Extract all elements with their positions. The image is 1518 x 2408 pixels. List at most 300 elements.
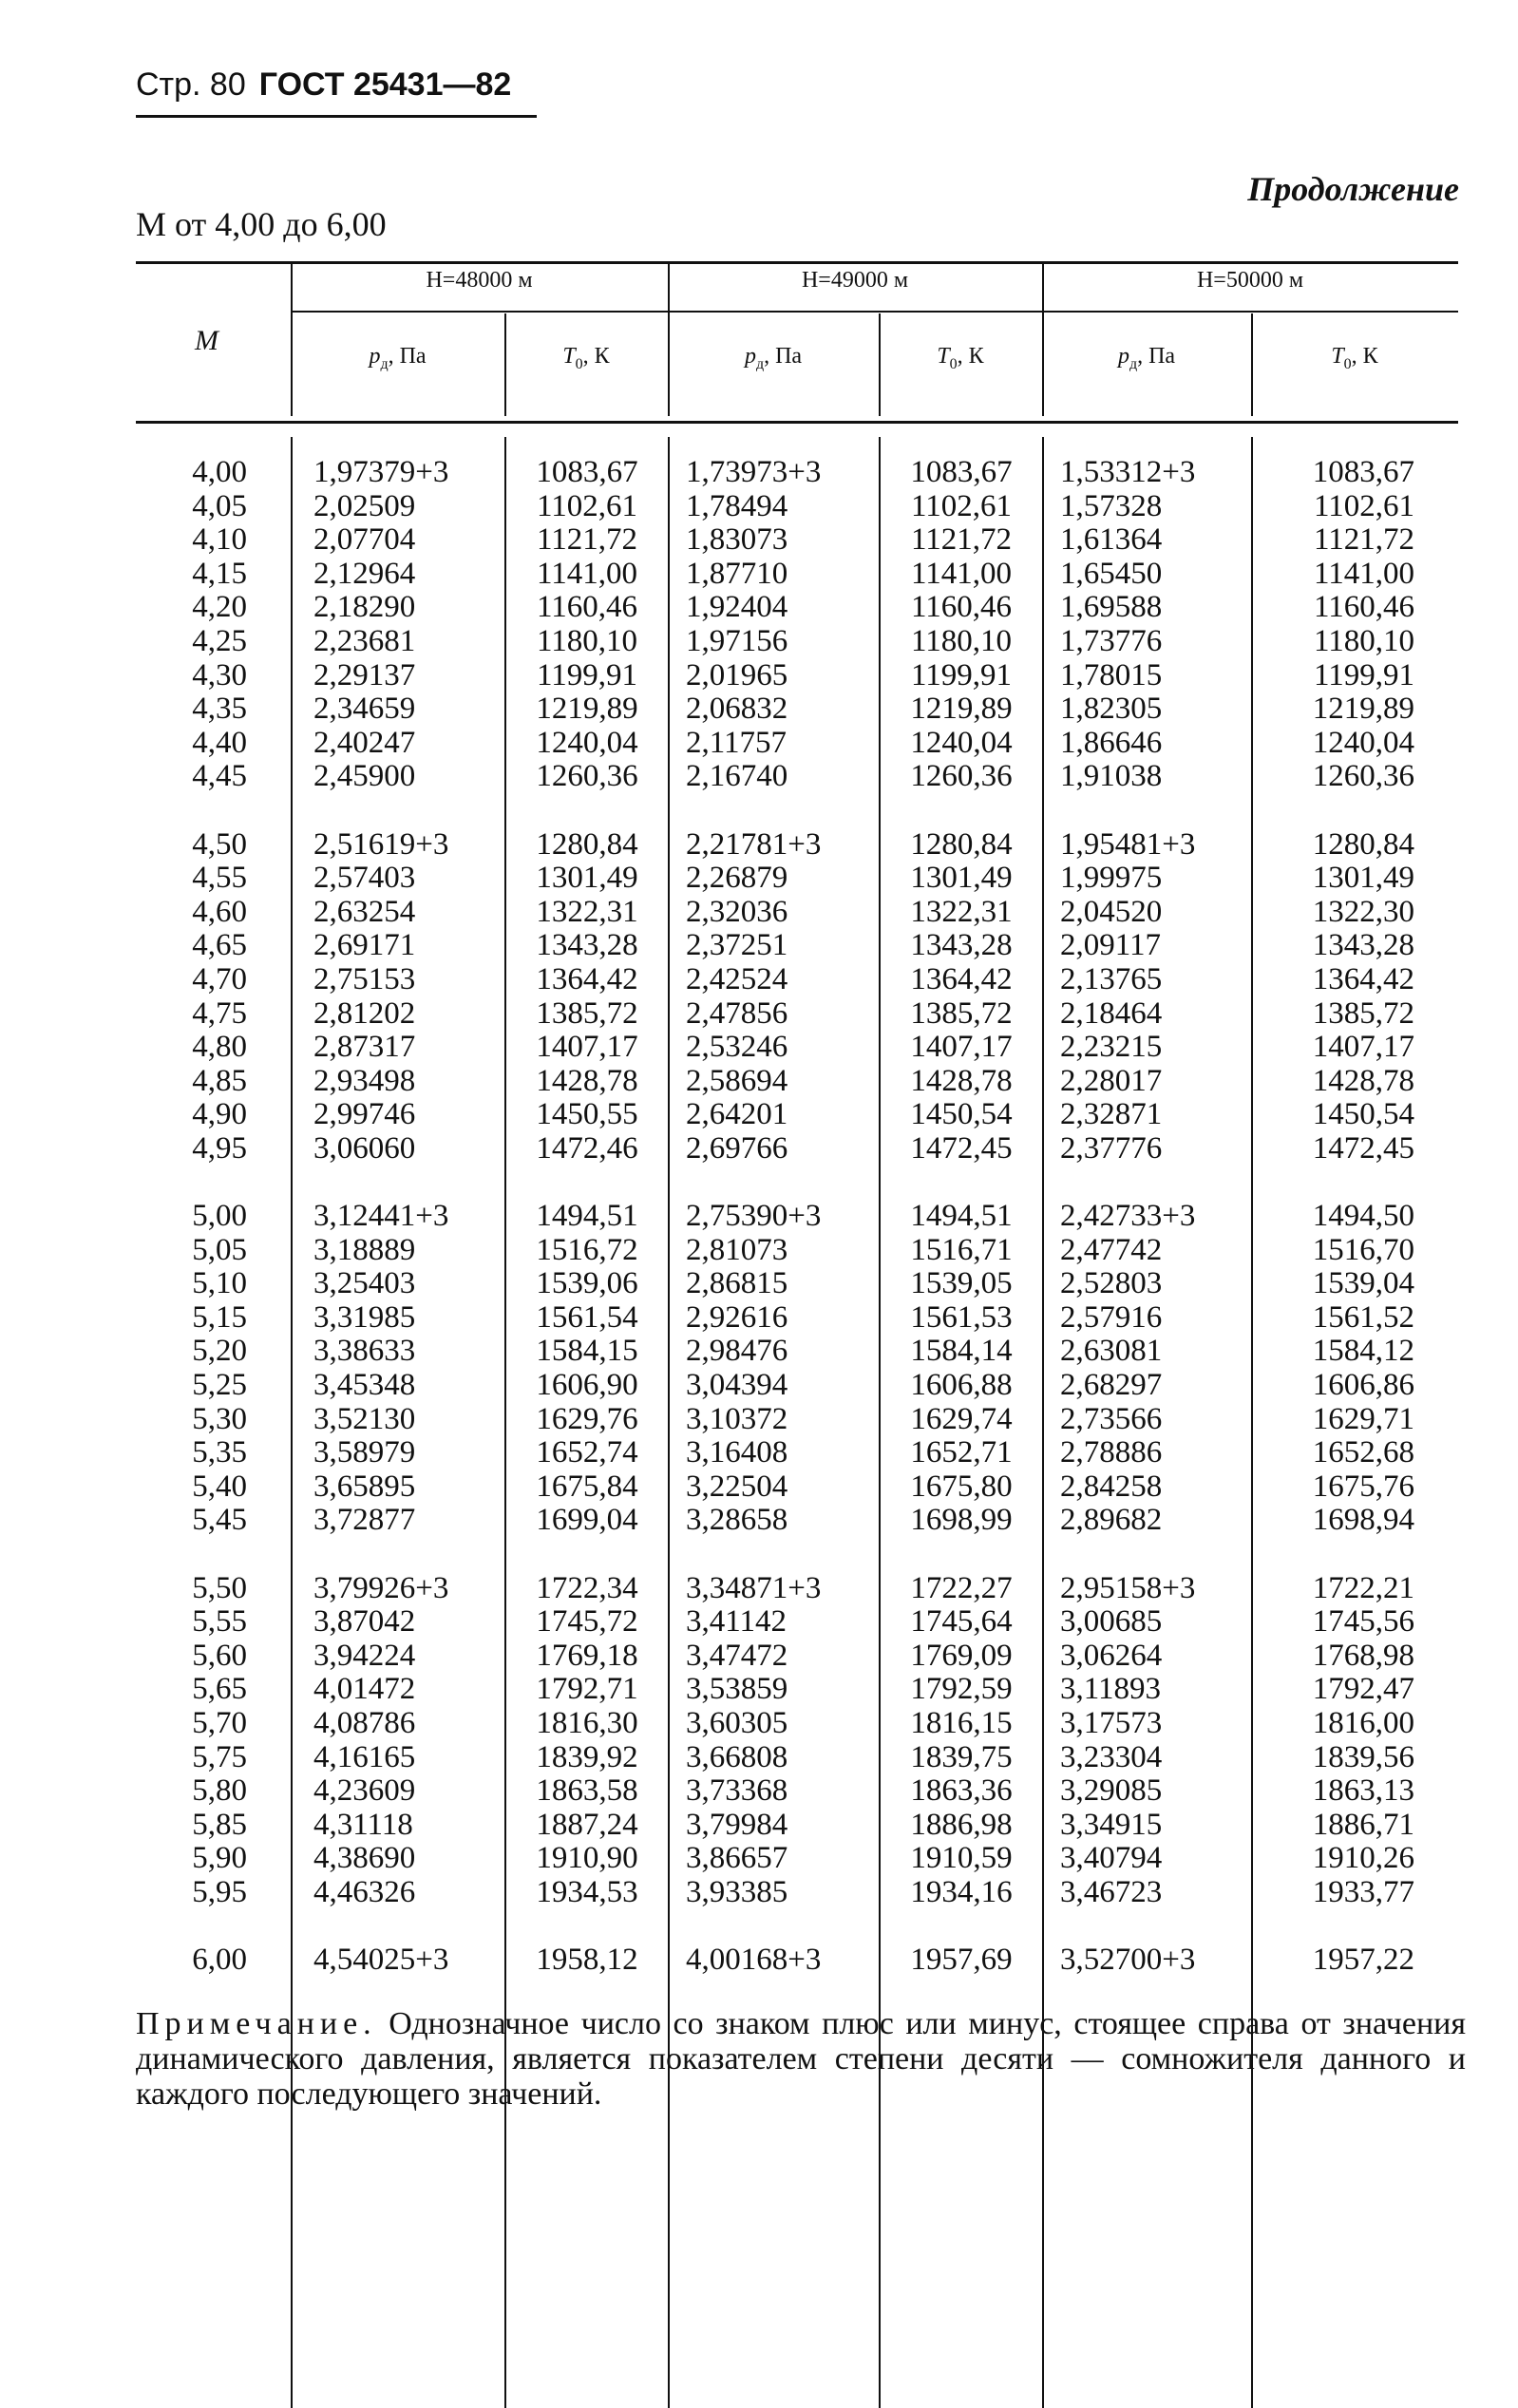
table-cell: 1839,75 <box>910 1739 1013 1774</box>
table-cell: 1792,71 <box>536 1672 638 1707</box>
table-cell: 4,75 <box>192 995 247 1031</box>
table-cell: 1121,72 <box>910 522 1013 558</box>
table-cell: 1910,90 <box>536 1841 638 1876</box>
table-cell: 1,95481+3 <box>1060 826 1196 862</box>
table-cell: 3,22504 <box>686 1469 788 1504</box>
table-cell: 3,12441+3 <box>313 1199 449 1234</box>
table-cell: 1863,58 <box>536 1773 638 1809</box>
table-cell: 2,13765 <box>1060 961 1163 996</box>
table-cell: 3,93385 <box>686 1874 788 1909</box>
table-cell: 2,06832 <box>686 692 788 727</box>
table-cell: 4,05 <box>192 488 247 523</box>
mach-range-label: М от 4,00 до 6,00 <box>136 205 387 243</box>
table-cell: 1584,12 <box>1312 1334 1414 1369</box>
table-cell: 2,95158+3 <box>1060 1570 1196 1605</box>
table-cell: 5,75 <box>192 1739 247 1774</box>
table-cell: 1083,67 <box>910 455 1013 489</box>
table-cell: 1745,56 <box>1312 1604 1414 1640</box>
table-cell: 2,23681 <box>313 623 416 658</box>
table-cell: 1,53312+3 <box>1060 455 1196 489</box>
table-cell: 2,47742 <box>1060 1232 1163 1267</box>
table-cell: 1,83073 <box>686 522 788 558</box>
table-cell: 3,16408 <box>686 1435 788 1470</box>
pressure-header-50000: $p_д$, Па <box>1117 344 1176 372</box>
table-cell: 1584,14 <box>910 1334 1013 1369</box>
table-cell: 2,81073 <box>686 1232 788 1267</box>
table-cell: 1180,10 <box>1313 623 1414 658</box>
table-cell: 4,95 <box>192 1130 247 1166</box>
table-cell: 1934,16 <box>910 1874 1013 1909</box>
table-cell: 1385,72 <box>910 995 1013 1031</box>
table-cell: 2,32036 <box>686 894 788 929</box>
table-cell: 4,10 <box>192 522 247 558</box>
table-cell: 1240,04 <box>1312 725 1414 760</box>
table-cell: 2,26879 <box>686 861 788 896</box>
table-cell: 1219,89 <box>910 692 1013 727</box>
table-cell: 2,52803 <box>1060 1266 1163 1301</box>
table-cell: 3,38633 <box>313 1334 416 1369</box>
vrule-g2-body <box>1042 437 1044 2408</box>
table-cell: 1745,72 <box>536 1604 638 1640</box>
table-cell: 1561,54 <box>536 1299 638 1335</box>
table-cell: 1,86646 <box>1060 725 1163 760</box>
table-cell: 1,78494 <box>686 488 788 523</box>
table-cell: 2,63254 <box>313 894 416 929</box>
table-cell: 3,18889 <box>313 1232 416 1267</box>
table-cell: 3,60305 <box>686 1705 788 1740</box>
table-cell: 1,57328 <box>1060 488 1163 523</box>
table-cell: 1863,36 <box>910 1773 1013 1809</box>
table-cell: 1,73973+3 <box>686 455 822 489</box>
group-header-rule <box>293 311 1458 313</box>
table-cell: 4,54025+3 <box>313 1943 449 1978</box>
table-cell: 1539,04 <box>1312 1266 1414 1301</box>
table-cell: 3,00685 <box>1060 1604 1163 1640</box>
vrule-g1-body <box>668 437 670 2408</box>
table-cell: 4,38690 <box>313 1841 416 1876</box>
table-cell: 5,15 <box>192 1299 247 1335</box>
header-rule <box>136 115 537 118</box>
table-cell: 1141,00 <box>1313 556 1414 591</box>
table-cell: 2,18464 <box>1060 995 1163 1031</box>
table-cell: 2,28017 <box>1060 1063 1163 1098</box>
note-title: Примечание. <box>136 2006 377 2041</box>
table-cell: 4,50 <box>192 826 247 862</box>
table-cell: 1407,17 <box>536 1030 638 1065</box>
table-cell: 3,45348 <box>313 1368 416 1403</box>
table-cell: 2,68297 <box>1060 1368 1163 1403</box>
table-cell: 4,08786 <box>313 1705 416 1740</box>
table-cell: 1,78015 <box>1060 657 1163 692</box>
table-cell: 2,84258 <box>1060 1469 1163 1504</box>
temperature-header-49000: $T_0$, К <box>937 344 984 372</box>
table-cell: 5,70 <box>192 1705 247 1740</box>
table-cell: 2,51619+3 <box>313 826 449 862</box>
table-cell: 2,75390+3 <box>686 1199 822 1234</box>
column-pressure-50000 <box>1060 456 1248 1978</box>
table-cell: 3,46723 <box>1060 1874 1163 1909</box>
header-bottom-rule <box>136 421 1458 424</box>
table-cell: 4,80 <box>192 1030 247 1065</box>
table-cell: 4,46326 <box>313 1874 416 1909</box>
table-cell: 1322,30 <box>1312 894 1414 929</box>
table-cell: 1343,28 <box>910 928 1013 963</box>
table-cell: 2,87317 <box>313 1030 416 1065</box>
table-cell: 1629,76 <box>536 1401 638 1436</box>
table-cell: 1260,36 <box>536 759 638 794</box>
table-cell: 3,11893 <box>1060 1672 1162 1707</box>
table-cell: 1839,56 <box>1312 1739 1414 1774</box>
table-cell: 1792,47 <box>1312 1672 1414 1707</box>
table-cell: 2,37251 <box>686 928 788 963</box>
table-cell: 4,25 <box>192 623 247 658</box>
table-cell: 1102,61 <box>910 488 1013 523</box>
table-cell: 2,53246 <box>686 1030 788 1065</box>
table-cell: 1450,54 <box>910 1097 1013 1132</box>
table-cell: 1722,34 <box>536 1570 638 1605</box>
table-cell: 1792,59 <box>910 1672 1013 1707</box>
table-cell: 3,41142 <box>686 1604 787 1640</box>
table-cell: 1160,46 <box>1313 590 1414 625</box>
table-cell: 1863,13 <box>1312 1773 1414 1809</box>
table-cell: 1102,61 <box>1313 488 1414 523</box>
table-cell: 1910,26 <box>1312 1841 1414 1876</box>
table-cell: 5,85 <box>192 1807 247 1842</box>
table-cell: 2,09117 <box>1060 928 1162 963</box>
table-cell: 4,60 <box>192 894 247 929</box>
table-cell: 1,91038 <box>1060 759 1163 794</box>
table-cell: 3,40794 <box>1060 1841 1163 1876</box>
table-cell: 1934,53 <box>536 1874 638 1909</box>
table-cell: 1240,04 <box>910 725 1013 760</box>
table-cell: 1675,84 <box>536 1469 638 1504</box>
table-cell: 2,42733+3 <box>1060 1199 1196 1234</box>
table-cell: 1121,72 <box>1313 522 1414 558</box>
table-cell: 1,87710 <box>686 556 788 591</box>
table-cell: 5,40 <box>192 1469 247 1504</box>
table-cell: 3,66808 <box>686 1739 788 1774</box>
table-cell: 1629,74 <box>910 1401 1013 1436</box>
table-cell: 1561,52 <box>1312 1299 1414 1335</box>
table-cell: 1606,90 <box>536 1368 638 1403</box>
table-cell: 3,31985 <box>313 1299 416 1335</box>
table-cell: 1,97379+3 <box>313 455 449 489</box>
column-temperature-50000 <box>1253 456 1414 1978</box>
table-cell: 2,16740 <box>686 759 788 794</box>
table-cell: 3,73368 <box>686 1773 788 1809</box>
table-cell: 1816,30 <box>536 1705 638 1740</box>
table-cell: 4,30 <box>192 657 247 692</box>
table-cell: 2,32871 <box>1060 1097 1163 1132</box>
table-cell: 4,40 <box>192 725 247 760</box>
table-cell: 1083,67 <box>536 455 638 489</box>
table-cell: 2,69171 <box>313 928 416 963</box>
table-cell: 1,99975 <box>1060 861 1163 896</box>
table-cell: 1,92404 <box>686 590 788 625</box>
table-cell: 1839,92 <box>536 1739 638 1774</box>
table-cell: 3,86657 <box>686 1841 788 1876</box>
table-cell: 4,00168+3 <box>686 1943 822 1978</box>
table-cell: 1910,59 <box>910 1841 1013 1876</box>
table-cell: 1699,04 <box>536 1503 638 1538</box>
note-text: Однозначное число со знаком плюс или минус, стоящее справа от значения динамического давления, является показателем степени десяти — сомножителя данного и каждого последующего значений. <box>136 2006 1467 2112</box>
table-cell: 1698,94 <box>1312 1503 1414 1538</box>
table-cell: 1180,10 <box>910 623 1013 658</box>
table-cell: 4,16165 <box>313 1739 416 1774</box>
table-cell: 1675,80 <box>910 1469 1013 1504</box>
table-cell: 1933,77 <box>1312 1874 1414 1909</box>
table-cell: 1364,42 <box>1312 961 1414 996</box>
table-cell: 4,55 <box>192 861 247 896</box>
table-cell: 3,47472 <box>686 1638 788 1673</box>
table-cell: 1199,91 <box>910 657 1013 692</box>
table-cell: 4,65 <box>192 928 247 963</box>
table-cell: 1180,10 <box>536 623 638 658</box>
table-cell: 2,01965 <box>686 657 788 692</box>
table-cell: 3,17573 <box>1060 1705 1163 1740</box>
table-cell: 2,21781+3 <box>686 826 822 862</box>
table-cell: 1385,72 <box>536 995 638 1031</box>
table-cell: 1769,18 <box>536 1638 638 1673</box>
table-cell: 5,10 <box>192 1266 247 1301</box>
table-cell: 3,94224 <box>313 1638 416 1673</box>
table-cell: 2,73566 <box>1060 1401 1163 1436</box>
table-cell: 1958,12 <box>536 1943 638 1978</box>
table-cell: 2,69766 <box>686 1130 788 1166</box>
table-cell: 1450,54 <box>1312 1097 1414 1132</box>
group-header-49000: H=49000 м <box>801 268 909 293</box>
table-cell: 1160,46 <box>910 590 1013 625</box>
table-cell: 1,65450 <box>1060 556 1163 591</box>
table-cell: 1472,45 <box>1312 1130 1414 1166</box>
table-cell: 1199,91 <box>536 657 638 692</box>
table-cell: 1494,51 <box>536 1199 638 1234</box>
table-cell: 4,00 <box>192 455 247 489</box>
table-cell: 2,02509 <box>313 488 416 523</box>
table-cell: 1698,99 <box>910 1503 1013 1538</box>
table-cell: 2,63081 <box>1060 1334 1163 1369</box>
column-pressure-48000 <box>313 456 499 1978</box>
table-cell: 4,85 <box>192 1063 247 1098</box>
table-cell: 1472,45 <box>910 1130 1013 1166</box>
table-cell: 1652,68 <box>1312 1435 1414 1470</box>
table-cell: 1886,71 <box>1312 1807 1414 1842</box>
table-cell: 1,61364 <box>1060 522 1163 558</box>
table-cell: 3,53859 <box>686 1672 788 1707</box>
table-top-rule <box>136 261 1458 264</box>
table-cell: 4,45 <box>192 759 247 794</box>
table-cell: 1629,71 <box>1312 1401 1414 1436</box>
table-cell: 1472,46 <box>536 1130 638 1166</box>
table-cell: 5,65 <box>192 1672 247 1707</box>
table-cell: 1957,69 <box>910 1943 1013 1978</box>
table-cell: 1428,78 <box>910 1063 1013 1098</box>
table-cell: 1102,61 <box>536 488 638 523</box>
table-note <box>136 2006 1466 2112</box>
table-cell: 3,34915 <box>1060 1807 1163 1842</box>
table-cell: 5,80 <box>192 1773 247 1809</box>
table-cell: 1957,22 <box>1312 1943 1414 1978</box>
table-cell: 2,89682 <box>1060 1503 1163 1538</box>
table-cell: 2,45900 <box>313 759 416 794</box>
table-cell: 3,52700+3 <box>1060 1943 1196 1978</box>
table-cell: 1407,17 <box>910 1030 1013 1065</box>
table-cell: 2,04520 <box>1060 894 1163 929</box>
table-cell: 1606,86 <box>1312 1368 1414 1403</box>
table-cell: 2,23215 <box>1060 1030 1163 1065</box>
column-temperature-49000 <box>881 456 1042 1978</box>
table-cell: 1219,89 <box>1312 692 1414 727</box>
table-cell: 1494,50 <box>1312 1199 1414 1234</box>
table-cell: 3,34871+3 <box>686 1570 822 1605</box>
table-cell: 2,86815 <box>686 1266 788 1301</box>
table-cell: 1301,49 <box>536 861 638 896</box>
table-cell: 1675,76 <box>1312 1469 1414 1504</box>
table-cell: 5,25 <box>192 1368 247 1403</box>
table-cell: 1343,28 <box>536 928 638 963</box>
table-cell: 1,82305 <box>1060 692 1163 727</box>
table-cell: 2,81202 <box>313 995 416 1031</box>
table-cell: 3,72877 <box>313 1503 416 1538</box>
table-cell: 1516,71 <box>910 1232 1013 1267</box>
group-header-48000: H=48000 м <box>426 268 533 293</box>
table-cell: 1141,00 <box>536 556 638 591</box>
table-cell: 5,05 <box>192 1232 247 1267</box>
table-cell: 1816,00 <box>1312 1705 1414 1740</box>
table-cell: 2,99746 <box>313 1097 416 1132</box>
table-cell: 1160,46 <box>536 590 638 625</box>
table-cell: 5,20 <box>192 1334 247 1369</box>
table-cell: 1450,55 <box>536 1097 638 1132</box>
table-cell: 1322,31 <box>536 894 638 929</box>
table-cell: 1322,31 <box>910 894 1013 929</box>
table-cell: 1652,74 <box>536 1435 638 1470</box>
vrule-m-body <box>291 437 293 2408</box>
table-cell: 5,50 <box>192 1570 247 1605</box>
table-cell: 1516,70 <box>1312 1232 1414 1267</box>
table-cell: 3,79984 <box>686 1807 788 1842</box>
m-column-header: М <box>195 325 218 356</box>
table-cell: 3,25403 <box>313 1266 416 1301</box>
table-cell: 1584,15 <box>536 1334 638 1369</box>
table-cell: 3,29085 <box>1060 1773 1163 1809</box>
table-cell: 5,95 <box>192 1874 247 1909</box>
group-header-50000: H=50000 м <box>1196 268 1304 293</box>
table-cell: 3,28658 <box>686 1503 788 1538</box>
table-cell: 1280,84 <box>910 826 1013 862</box>
table-cell: 5,00 <box>192 1199 247 1234</box>
temperature-header-48000: $T_0$, К <box>562 344 610 372</box>
table-cell: 2,58694 <box>686 1063 788 1098</box>
table-cell: 5,90 <box>192 1841 247 1876</box>
table-cell: 1240,04 <box>536 725 638 760</box>
table-cell: 4,01472 <box>313 1672 416 1707</box>
table-cell: 2,07704 <box>313 522 416 558</box>
table-cell: 1,73776 <box>1060 623 1163 658</box>
table-cell: 5,55 <box>192 1604 247 1640</box>
column-temperature-48000 <box>506 456 668 1978</box>
table-cell: 1428,78 <box>536 1063 638 1098</box>
table-cell: 5,60 <box>192 1638 247 1673</box>
table-cell: 2,75153 <box>313 961 416 996</box>
page-header <box>136 66 511 104</box>
table-cell: 1121,72 <box>536 522 638 558</box>
table-cell: 2,57916 <box>1060 1299 1163 1335</box>
pressure-header-49000: $p_д$, Па <box>744 344 803 372</box>
table-cell: 1364,42 <box>910 961 1013 996</box>
table-cell: 3,52130 <box>313 1401 416 1436</box>
temperature-header-50000: $T_0$, К <box>1331 344 1378 372</box>
table-cell: 3,06060 <box>313 1130 416 1166</box>
table-cell: 5,45 <box>192 1503 247 1538</box>
table-cell: 1886,98 <box>910 1807 1013 1842</box>
page-number: Стр. 80 <box>136 66 246 103</box>
table-cell: 1652,71 <box>910 1435 1013 1470</box>
table-cell: 3,58979 <box>313 1435 416 1470</box>
table-cell: 1,69588 <box>1060 590 1163 625</box>
table-cell: 1539,06 <box>536 1266 638 1301</box>
table-cell: 1280,84 <box>1312 826 1414 862</box>
table-cell: 3,04394 <box>686 1368 788 1403</box>
table-cell: 2,64201 <box>686 1097 788 1132</box>
table-cell: 1722,21 <box>1312 1570 1414 1605</box>
table-cell: 4,35 <box>192 692 247 727</box>
table-cell: 2,98476 <box>686 1334 788 1369</box>
table-cell: 1494,51 <box>910 1199 1013 1234</box>
table-cell: 4,23609 <box>313 1773 416 1809</box>
table-cell: 1260,36 <box>1312 759 1414 794</box>
table-cell: 1385,72 <box>1312 995 1414 1031</box>
pressure-header-48000: $p_д$, Па <box>369 344 427 372</box>
table-cell: 1260,36 <box>910 759 1013 794</box>
table-cell: 1722,27 <box>910 1570 1013 1605</box>
table-cell: 3,65895 <box>313 1469 416 1504</box>
table-cell: 3,10372 <box>686 1401 788 1436</box>
table-cell: 5,35 <box>192 1435 247 1470</box>
table-cell: 1343,28 <box>1312 928 1414 963</box>
column-pressure-49000 <box>686 456 876 1978</box>
column-mach <box>114 456 247 1978</box>
table-cell: 2,78886 <box>1060 1435 1163 1470</box>
table-cell: 4,20 <box>192 590 247 625</box>
table-cell: 2,11757 <box>686 725 787 760</box>
table-cell: 2,57403 <box>313 861 416 896</box>
table-cell: 2,93498 <box>313 1063 416 1098</box>
table-cell: 1407,17 <box>1312 1030 1414 1065</box>
table-cell: 2,92616 <box>686 1299 788 1335</box>
table-cell: 4,15 <box>192 556 247 591</box>
table-cell: 1219,89 <box>536 692 638 727</box>
table-cell: 1516,72 <box>536 1232 638 1267</box>
table-cell: 1769,09 <box>910 1638 1013 1673</box>
table-cell: 1561,53 <box>910 1299 1013 1335</box>
table-cell: 1887,24 <box>536 1807 638 1842</box>
table-cell: 1745,64 <box>910 1604 1013 1640</box>
table-cell: 1083,67 <box>1312 455 1414 489</box>
table-cell: 1,97156 <box>686 623 788 658</box>
table-cell: 4,70 <box>192 961 247 996</box>
table-cell: 1816,15 <box>910 1705 1013 1740</box>
table-cell: 2,37776 <box>1060 1130 1163 1166</box>
table-cell: 4,31118 <box>313 1807 413 1842</box>
table-cell: 4,90 <box>192 1097 247 1132</box>
table-cell: 2,12964 <box>313 556 416 591</box>
table-cell: 3,87042 <box>313 1604 416 1640</box>
table-cell: 1199,91 <box>1313 657 1414 692</box>
table-cell: 1428,78 <box>1312 1063 1414 1098</box>
table-cell: 2,40247 <box>313 725 416 760</box>
table-cell: 3,23304 <box>1060 1739 1163 1774</box>
